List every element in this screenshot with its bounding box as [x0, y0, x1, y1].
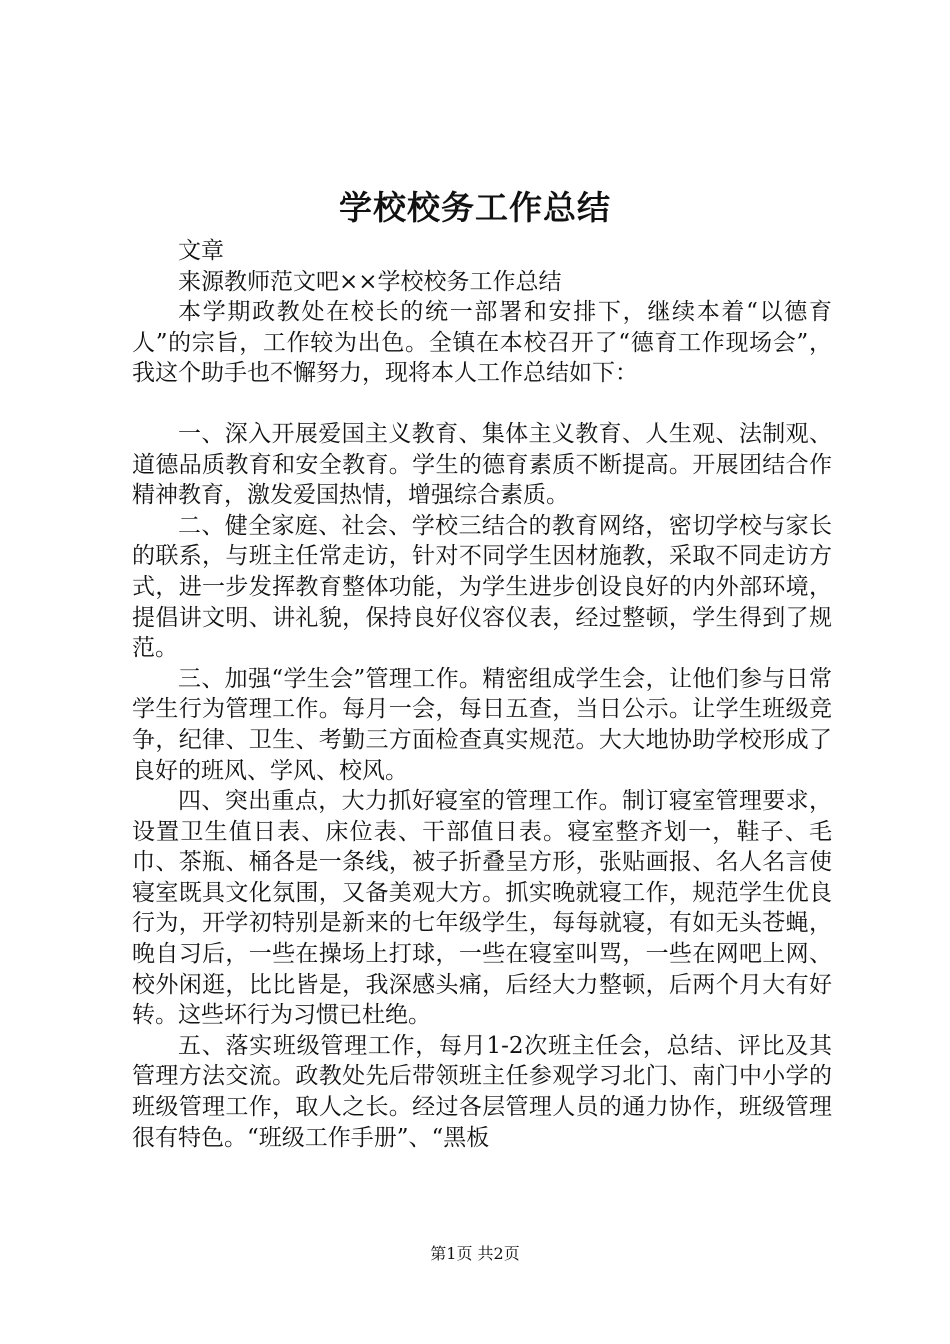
- paragraph-source: 来源教师范文吧××学校校务工作总结: [178, 268, 562, 295]
- paragraph-section-3: 三、加强“学生会”管理工作。精密组成学生会，让他们参与日常学生行为管理工作。每月一会，每日五查，当日公示。让学生班级竞争，纪律、卫生、考勤三方面检查真实规范。大大地协助学校形成了良好的班风、学风、校风。: [132, 665, 832, 784]
- paragraph-section-2: 二、健全家庭、社会、学校三结合的教育网络，密切学校与家长的联系，与班主任常走访，针对不同学生因材施教，采取不同走访方式，进一步发挥教育整体功能，为学生进步创设良好的内外部环境，提倡讲文明、讲礼貌，保持良好仪容仪表，经过整顿，学生得到了规范。: [132, 512, 832, 662]
- paragraph-article-label: 文章: [178, 238, 224, 264]
- page-number-footer: 第1页 共2页: [430, 1244, 520, 1263]
- paragraph-section-1: 一、深入开展爱国主义教育、集体主义教育、人生观、法制观、道德品质教育和安全教育。学生的德育素质不断提高。开展团结合作精神教育，激发爱国热情，增强综合素质。: [132, 420, 832, 509]
- paragraph-section-5: 五、落实班级管理工作，每月1-2次班主任会，总结、评比及其管理方法交流。政教处先后带领班主任参观学习北门、南门中小学的班级管理工作，取人之长。经过各层管理人员的通力协作，班级管理很有特色。“班级工作手册”、“黑板: [132, 1032, 832, 1151]
- paragraph-section-4: 四、突出重点，大力抓好寝室的管理工作。制订寝室管理要求，设置卫生值日表、床位表、干部值日表。寝室整齐划一，鞋子、毛巾、茶瓶、桶各是一条线，被子折叠呈方形，张贴画报、名人名言使寝室既具文化氛围，又备美观大方。抓实晚就寝工作，规范学生优良行为，开学初特别是新来的七年级学生，每每就寝，有如无头苍蝇，晚自习后，一些在操场上打球，一些在寝室叫骂，一些在网吧上网、校外闲逛，比比皆是，我深感头痛，后经大力整顿，后两个月大有好转。这些坏行为习惯已杜绝。: [132, 788, 832, 1029]
- paragraph-intro: 本学期政教处在校长的统一部署和安排下，继续本着“以德育人”的宗旨，工作较为出色。全镇在本校召开了“德育工作现场会”，我这个助手也不懈努力，现将本人工作总结如下：: [132, 299, 832, 387]
- document-body: [132, 236, 832, 1153]
- document-title: 学校校务工作总结: [339, 188, 611, 227]
